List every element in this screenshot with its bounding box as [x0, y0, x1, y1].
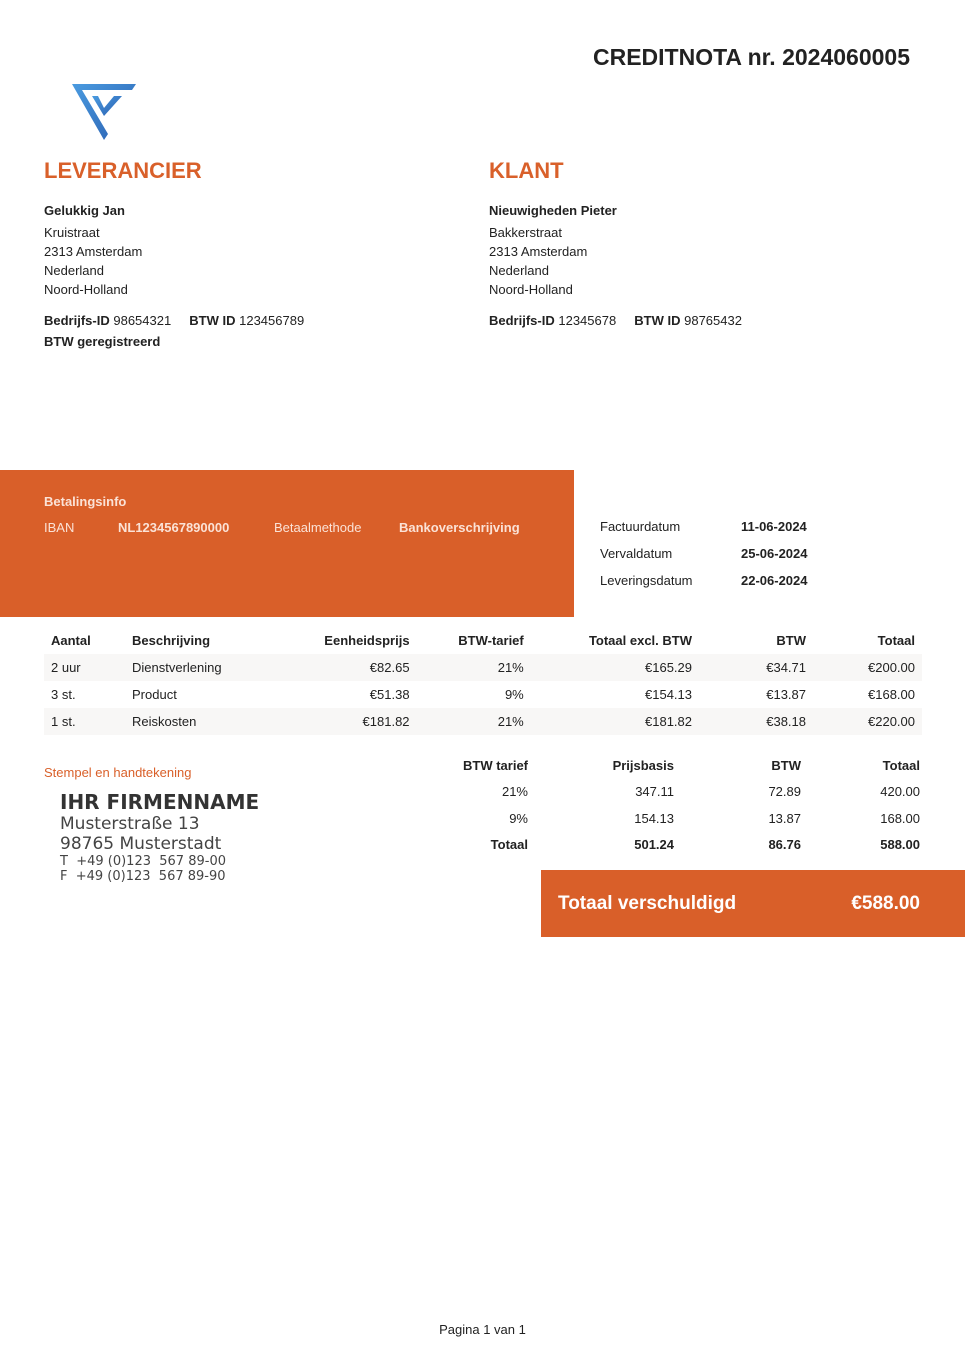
supplier-address	[44, 201, 142, 299]
cell: 3 st.	[51, 687, 76, 702]
stamp-phone: T +49 (0)123 567 89-00	[60, 854, 226, 869]
cell: €200.00	[868, 660, 915, 675]
table-row	[44, 654, 922, 681]
total-due-value: €588.00	[851, 892, 920, 914]
cell: 21%	[497, 714, 524, 729]
table-row	[44, 681, 922, 708]
customer-city: 2313 Amsterdam	[489, 244, 588, 259]
table-row	[420, 832, 922, 859]
vat-summary-table	[420, 752, 922, 858]
customer-street: Bakkerstraat	[489, 225, 562, 240]
col-header: Totaal	[882, 757, 920, 773]
table-row	[420, 779, 922, 806]
cell: 154.13	[634, 810, 674, 826]
vat-label: BTW ID	[189, 313, 236, 328]
stamp-company: IHR FIRMENNAME	[60, 790, 260, 814]
cell: 347.11	[635, 784, 674, 800]
table-row	[44, 708, 922, 735]
stamp-street: Musterstraße 13	[60, 814, 200, 834]
customer-name: Nieuwigheden Pieter	[489, 203, 617, 218]
stamp-fax: F +49 (0)123 567 89-90	[60, 869, 226, 884]
payment-method-label: Betaalmethode	[274, 520, 362, 535]
date-label: Leveringsdatum	[600, 573, 693, 588]
cell: 501.24	[634, 837, 674, 853]
customer-ids	[489, 313, 742, 328]
cell: €181.82	[645, 714, 692, 729]
date-value: 25-06-2024	[741, 546, 808, 561]
vat-id: 123456789	[239, 313, 305, 328]
vat-label: BTW ID	[634, 313, 681, 328]
company-id-label: Bedrijfs-ID	[44, 313, 110, 328]
document-title: CREDITNOTA nr. 2024060005	[592, 44, 910, 70]
table-header	[44, 627, 922, 654]
supplier-street: Kruistraat	[44, 225, 100, 240]
total-due-bar	[541, 870, 965, 937]
date-label: Factuurdatum	[600, 519, 681, 534]
table-header	[420, 752, 922, 779]
vat-id: 98765432	[684, 313, 742, 328]
company-id: 98654321	[113, 313, 172, 328]
customer-region: Noord-Holland	[489, 282, 573, 297]
iban-value: NL1234567890000	[118, 520, 230, 535]
cell: Totaal	[490, 837, 528, 853]
payment-heading: Betalingsinfo	[44, 494, 127, 509]
iban-label: IBAN	[44, 520, 75, 535]
cell: 2 uur	[51, 660, 81, 675]
col-header: Eenheidsprijs	[324, 633, 410, 648]
items-table	[44, 627, 922, 735]
customer-address	[489, 201, 617, 299]
customer-country: Nederland	[489, 263, 549, 278]
cell: Reiskosten	[132, 714, 197, 729]
supplier-ids	[44, 313, 304, 349]
cell: €82.65	[369, 660, 410, 675]
col-header: BTW	[771, 757, 801, 773]
cell: 21%	[501, 784, 528, 800]
cell: €165.29	[645, 660, 692, 675]
col-header: Prijsbasis	[612, 757, 674, 773]
payment-method-value: Bankoverschrijving	[399, 520, 520, 535]
stamp-city: 98765 Musterstadt	[60, 834, 222, 854]
vat-registered: BTW geregistreerd	[44, 334, 161, 349]
col-header: Totaal	[877, 633, 915, 648]
company-logo-icon	[70, 82, 138, 147]
col-header: BTW tarief	[463, 757, 528, 773]
cell: 588.00	[880, 837, 920, 853]
cell: 21%	[497, 660, 524, 675]
company-id-label: Bedrijfs-ID	[489, 313, 555, 328]
cell: 86.76	[768, 837, 801, 853]
supplier-country: Nederland	[44, 263, 104, 278]
date-value: 22-06-2024	[741, 573, 808, 588]
stamp-label: Stempel en handtekening	[44, 765, 192, 780]
customer-heading: KLANT	[489, 158, 564, 183]
cell: 72.89	[768, 784, 801, 800]
cell: 168.00	[880, 810, 920, 826]
cell: 9%	[504, 687, 524, 702]
payment-info-band	[0, 470, 574, 617]
cell: 9%	[509, 810, 528, 826]
cell: €154.13	[645, 687, 692, 702]
cell: Product	[132, 687, 177, 702]
cell: €13.87	[766, 687, 806, 702]
total-due-label: Totaal verschuldigd	[558, 892, 737, 914]
cell: €181.82	[362, 714, 410, 729]
cell: 420.00	[880, 784, 920, 800]
dates-block	[600, 519, 808, 600]
cell: €38.18	[766, 714, 806, 729]
col-header: Totaal excl. BTW	[588, 633, 692, 648]
supplier-name: Gelukkig Jan	[44, 203, 125, 218]
company-id: 12345678	[558, 313, 617, 328]
cell: 1 st.	[51, 714, 76, 729]
col-header: BTW-tarief	[458, 633, 524, 648]
date-label: Vervaldatum	[600, 546, 673, 561]
cell: Dienstverlening	[132, 660, 222, 675]
cell: €168.00	[868, 687, 915, 702]
date-value: 11-06-2024	[741, 519, 807, 534]
col-header: Beschrijving	[132, 633, 211, 648]
supplier-city: 2313 Amsterdam	[44, 244, 143, 259]
col-header: BTW	[776, 633, 806, 648]
table-row	[420, 805, 922, 832]
cell: 13.87	[768, 810, 801, 826]
supplier-region: Noord-Holland	[44, 282, 128, 297]
cell: €34.71	[766, 660, 806, 675]
cell: €51.38	[369, 687, 410, 702]
company-stamp	[60, 790, 259, 884]
cell: €220.00	[868, 714, 915, 729]
page-number: Pagina 1 van 1	[439, 1322, 526, 1337]
supplier-heading: LEVERANCIER	[44, 158, 202, 183]
col-header: Aantal	[51, 633, 91, 648]
